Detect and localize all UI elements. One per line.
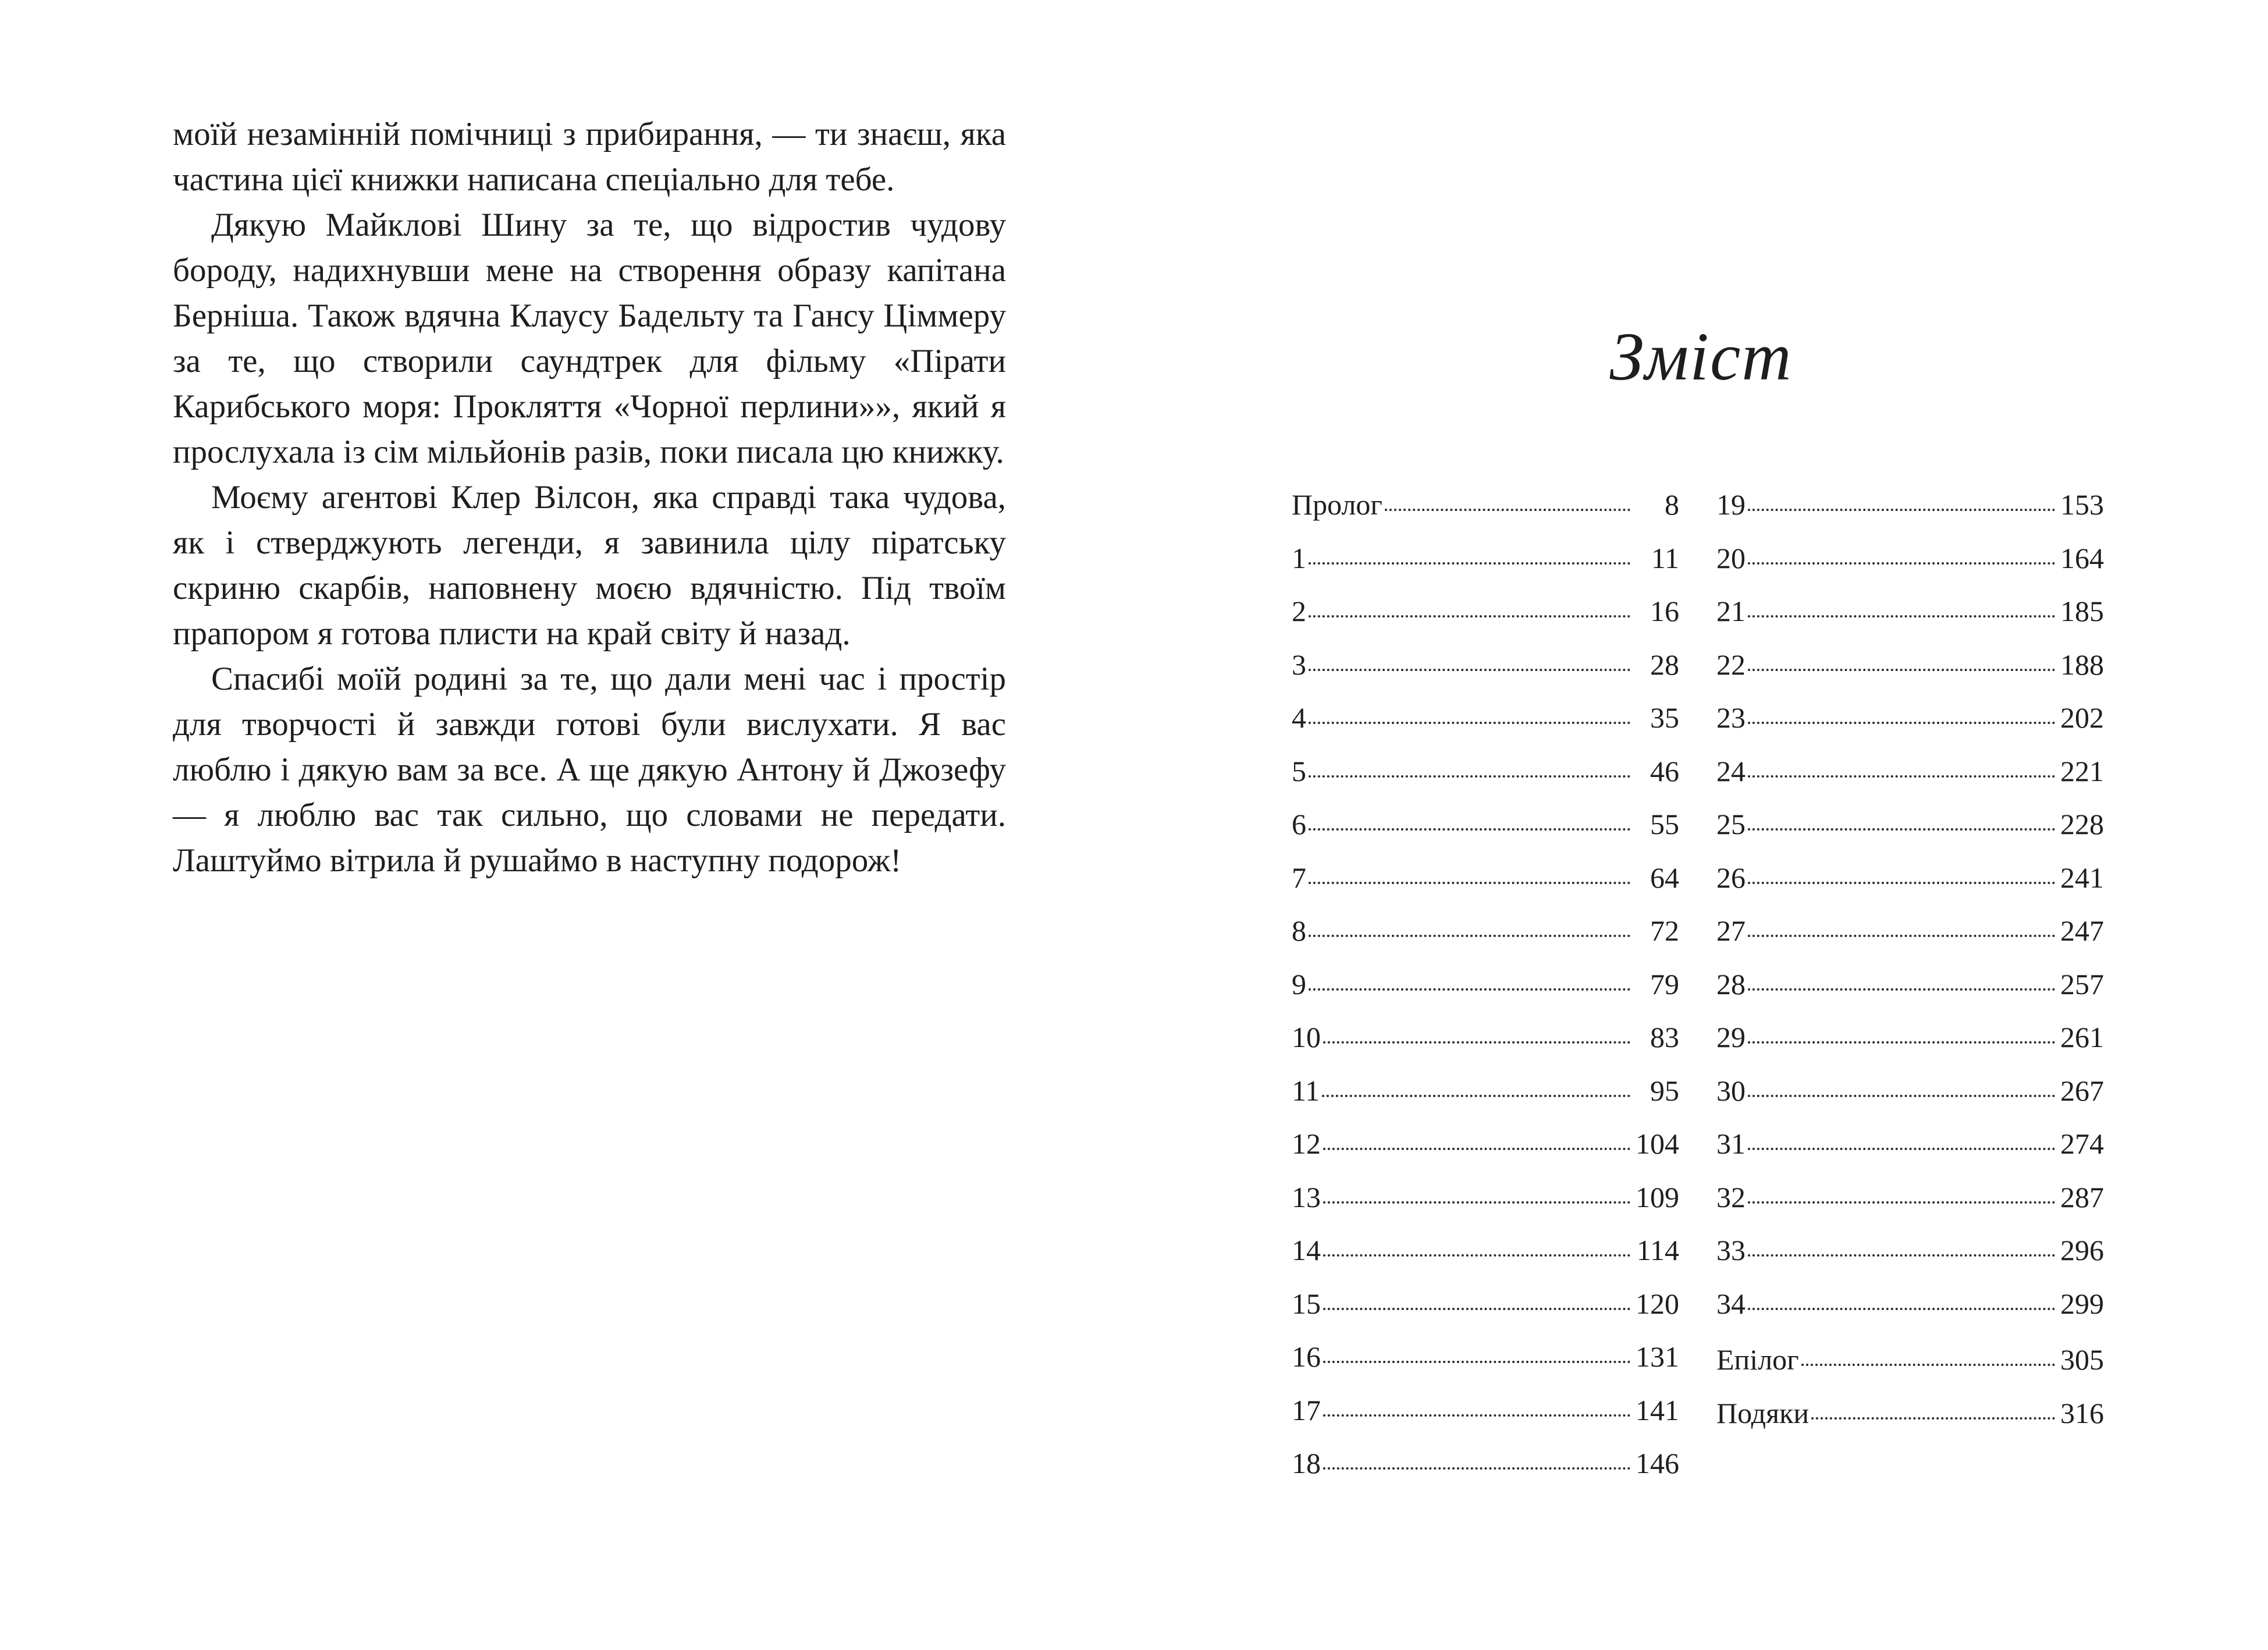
toc-entry-page-number: 185 bbox=[2060, 595, 2104, 627]
toc-entry-page-number: 109 bbox=[1636, 1180, 1679, 1213]
toc-entry-page-number: 79 bbox=[1650, 967, 1679, 1000]
toc-entry-page-number: 228 bbox=[2060, 808, 2104, 840]
toc-entry-label: 27 bbox=[1716, 914, 1746, 947]
dot-leader bbox=[1323, 1254, 1630, 1257]
toc-entry-page-number: 104 bbox=[1636, 1127, 1679, 1160]
dot-leader bbox=[1748, 1095, 2055, 1097]
dot-leader bbox=[1748, 935, 2055, 937]
dot-leader bbox=[1309, 775, 1630, 778]
toc-entry-page-number: 83 bbox=[1650, 1021, 1679, 1053]
toc-entry-label: 33 bbox=[1716, 1234, 1746, 1266]
toc-entry-label: 17 bbox=[1292, 1393, 1321, 1427]
toc-entry-label: 18 bbox=[1292, 1447, 1321, 1479]
toc-entry[interactable] bbox=[1716, 1333, 2104, 1387]
toc-entry[interactable] bbox=[1292, 478, 1679, 532]
toc-entry-page-number: 131 bbox=[1636, 1340, 1679, 1373]
toc-entry[interactable] bbox=[1716, 1224, 2104, 1278]
dot-leader bbox=[1309, 828, 1630, 831]
toc-entry[interactable] bbox=[1716, 851, 2104, 905]
toc-entry-page-number: 146 bbox=[1636, 1447, 1679, 1479]
toc-entry[interactable] bbox=[1716, 691, 2104, 745]
toc-entry-page-number: 11 bbox=[1651, 541, 1679, 574]
toc-entry-page-number: 64 bbox=[1650, 861, 1679, 894]
toc-entry-page-number: 305 bbox=[2060, 1343, 2104, 1376]
dot-leader bbox=[1309, 882, 1630, 884]
dot-leader bbox=[1748, 882, 2055, 884]
toc-entry-page-number: 164 bbox=[2060, 541, 2104, 574]
toc-title: Зміст bbox=[1609, 318, 1793, 395]
dot-leader bbox=[1385, 509, 1630, 511]
toc-entry-page-number: 274 bbox=[2060, 1127, 2104, 1160]
right-page bbox=[1134, 0, 2268, 1650]
dot-leader bbox=[1309, 669, 1630, 671]
toc-entry-page-number: 153 bbox=[2060, 488, 2104, 521]
toc-entry[interactable] bbox=[1716, 478, 2104, 532]
paragraph: Моєму агентові Клер Вілсон, яка справді така чудова, як і стверджують легенди, я завинила цілу піратську скриню скарбів, наповнену моєю вдячністю. Під твоїм прапором я готова плисти на край світу й назад. bbox=[173, 479, 1006, 652]
toc-entry-label: 1 bbox=[1292, 541, 1306, 574]
toc-entry[interactable] bbox=[1292, 958, 1679, 1012]
toc-entry-label: 3 bbox=[1292, 648, 1306, 681]
toc-entry-label: 11 bbox=[1292, 1074, 1320, 1107]
dot-leader bbox=[1323, 1361, 1630, 1363]
toc-entry[interactable] bbox=[1292, 532, 1679, 586]
toc-entry-label: 4 bbox=[1292, 701, 1306, 734]
toc-entry-label: 5 bbox=[1292, 754, 1306, 787]
dot-leader bbox=[1748, 828, 2055, 831]
dot-leader bbox=[1323, 1308, 1630, 1310]
toc-entry[interactable] bbox=[1292, 1064, 1679, 1118]
toc-entry-page-number: 55 bbox=[1650, 808, 1679, 840]
toc-entry-label: 30 bbox=[1716, 1074, 1746, 1107]
toc-entry[interactable] bbox=[1716, 532, 2104, 586]
toc-entry-page-number: 46 bbox=[1650, 754, 1679, 787]
toc-entry[interactable] bbox=[1292, 1117, 1679, 1171]
toc-entry[interactable] bbox=[1292, 1437, 1679, 1491]
toc-entry-label: 22 bbox=[1716, 648, 1746, 681]
dot-leader bbox=[1748, 615, 2055, 618]
toc-entry-label: 8 bbox=[1292, 914, 1306, 947]
dot-leader bbox=[1748, 1254, 2055, 1257]
toc-entry[interactable] bbox=[1292, 1384, 1679, 1438]
dot-leader bbox=[1801, 1364, 2055, 1366]
toc-entry-page-number: 267 bbox=[2060, 1074, 2104, 1107]
toc-entry[interactable] bbox=[1716, 638, 2104, 692]
toc-entry-page-number: 95 bbox=[1650, 1074, 1679, 1107]
dot-leader bbox=[1748, 1201, 2055, 1204]
toc-entry[interactable] bbox=[1292, 1011, 1679, 1064]
toc-entry-label: 15 bbox=[1292, 1287, 1321, 1320]
toc-entry[interactable] bbox=[1292, 851, 1679, 905]
toc-entry-page-number: 202 bbox=[2060, 701, 2104, 734]
dot-leader bbox=[1309, 615, 1630, 618]
toc-entry-label: 13 bbox=[1292, 1180, 1321, 1213]
dot-leader bbox=[1309, 722, 1630, 724]
toc-entry-label: 29 bbox=[1716, 1021, 1746, 1053]
paragraph: моїй незамінній помічниці з прибирання, — ти знаєш, яка частина цієї книжки написана спеціально для тебе. bbox=[173, 116, 1006, 198]
toc-entry[interactable] bbox=[1716, 585, 2104, 638]
toc-entry[interactable] bbox=[1716, 1278, 2104, 1331]
toc-entry-label: 6 bbox=[1292, 808, 1306, 840]
toc-entry-label: 26 bbox=[1716, 861, 1746, 894]
toc-entry[interactable] bbox=[1716, 1117, 2104, 1171]
toc-entry-label: 14 bbox=[1292, 1234, 1321, 1266]
toc-entry[interactable] bbox=[1292, 1224, 1679, 1278]
dot-leader bbox=[1322, 1095, 1630, 1097]
toc-entry-page-number: 247 bbox=[2060, 914, 2104, 947]
acknowledgements-text bbox=[173, 112, 1006, 883]
dot-leader bbox=[1811, 1417, 2055, 1420]
toc-entry[interactable] bbox=[1292, 638, 1679, 692]
toc-entry[interactable] bbox=[1292, 585, 1679, 638]
dot-leader bbox=[1748, 988, 2055, 991]
toc-entry-page-number: 114 bbox=[1636, 1234, 1679, 1266]
dot-leader bbox=[1748, 1308, 2055, 1310]
dot-leader bbox=[1323, 1148, 1630, 1150]
toc-entry-label: 7 bbox=[1292, 861, 1306, 894]
toc-entry-label: 2 bbox=[1292, 595, 1306, 627]
toc-entry-label: 31 bbox=[1716, 1127, 1746, 1160]
paragraph: Дякую Майклові Шину за те, що відростив чудову бороду, надихнувши мене на створення образу капітана Берніша. Також вдячна Клаусу Бадельту та Гансу Ціммеру за те, що створили саундтрек для фільму «Пірати Карибського моря: Прокляття «Чорної перлини»», який я прослухала із сім мільйонів разів, поки писала цю книжку. bbox=[173, 207, 1006, 470]
dot-leader bbox=[1748, 1148, 2055, 1150]
toc-entry-label: 19 bbox=[1716, 488, 1746, 521]
toc-entry-label: 25 bbox=[1716, 808, 1746, 840]
dot-leader bbox=[1748, 509, 2055, 511]
toc-entry-page-number: 141 bbox=[1636, 1393, 1679, 1427]
toc-entry-page-number: 299 bbox=[2060, 1287, 2104, 1320]
toc-entry-label: 10 bbox=[1292, 1021, 1321, 1053]
toc-entry[interactable] bbox=[1292, 1330, 1679, 1384]
dot-leader bbox=[1748, 669, 2055, 671]
dot-leader bbox=[1323, 1041, 1630, 1044]
dot-leader bbox=[1323, 1467, 1630, 1470]
toc-entry[interactable] bbox=[1292, 1171, 1679, 1225]
toc-entry[interactable] bbox=[1292, 691, 1679, 745]
toc-entry[interactable] bbox=[1716, 1064, 2104, 1118]
toc-entry-page-number: 257 bbox=[2060, 967, 2104, 1000]
toc-entry-label: 34 bbox=[1716, 1287, 1746, 1320]
toc-entry[interactable] bbox=[1292, 904, 1679, 958]
toc-entry-label: Епілог bbox=[1716, 1343, 1799, 1376]
toc-entry[interactable] bbox=[1716, 904, 2104, 958]
toc-entry[interactable] bbox=[1716, 1171, 2104, 1225]
toc-entry-page-number: 28 bbox=[1650, 648, 1679, 681]
toc-column-1 bbox=[1292, 478, 1679, 1491]
toc-entry-page-number: 120 bbox=[1636, 1287, 1679, 1320]
toc-entry-page-number: 188 bbox=[2060, 648, 2104, 681]
toc-entry-page-number: 8 bbox=[1665, 488, 1679, 521]
toc-entry-page-number: 261 bbox=[2060, 1021, 2104, 1053]
toc-entry-page-number: 72 bbox=[1650, 914, 1679, 947]
toc-entry-label: 16 bbox=[1292, 1340, 1321, 1373]
toc-entry-page-number: 287 bbox=[2060, 1180, 2104, 1213]
toc-entry-page-number: 16 bbox=[1650, 595, 1679, 627]
toc-entry-label: 9 bbox=[1292, 967, 1306, 1000]
toc-entry[interactable] bbox=[1716, 1011, 2104, 1064]
toc-entry[interactable] bbox=[1716, 798, 2104, 851]
toc-entry-page-number: 316 bbox=[2060, 1396, 2104, 1429]
toc-entry-label: Пролог bbox=[1292, 488, 1382, 521]
toc-entry-label: 23 bbox=[1716, 701, 1746, 734]
toc-entry-label: 20 bbox=[1716, 541, 1746, 574]
toc-entry-label: 24 bbox=[1716, 754, 1746, 787]
toc-entry[interactable] bbox=[1716, 958, 2104, 1012]
toc-entry[interactable] bbox=[1716, 1387, 2104, 1440]
dot-leader bbox=[1748, 1041, 2055, 1044]
dot-leader bbox=[1748, 562, 2055, 565]
toc-entry-label: 28 bbox=[1716, 967, 1746, 1000]
dot-leader bbox=[1323, 1201, 1630, 1204]
dot-leader bbox=[1323, 1414, 1630, 1417]
toc-entry[interactable] bbox=[1716, 745, 2104, 799]
paragraph: Спасибі моїй родині за те, що дали мені час і простір для творчості й завжди готові були вислухати. Я вас люблю і дякую вам за все. А ще дякую Антону й Джозефу — я люблю вас так сильно, що словами не передати. Лаштуймо вітрила й рушаймо в наступну подорож! bbox=[173, 661, 1006, 879]
toc-column-2 bbox=[1716, 478, 2104, 1440]
toc-entry-page-number: 241 bbox=[2060, 861, 2104, 894]
dot-leader bbox=[1309, 935, 1630, 937]
dot-leader bbox=[1748, 722, 2055, 724]
dot-leader bbox=[1309, 562, 1630, 565]
dot-leader bbox=[1309, 988, 1630, 991]
toc-entry-page-number: 296 bbox=[2060, 1234, 2104, 1266]
toc-entry-label: 32 bbox=[1716, 1180, 1746, 1213]
toc-entry[interactable] bbox=[1292, 745, 1679, 799]
toc-entry-label: 12 bbox=[1292, 1127, 1321, 1160]
toc-entry[interactable] bbox=[1292, 798, 1679, 851]
toc-entry-page-number: 221 bbox=[2060, 754, 2104, 787]
toc-entry-page-number: 35 bbox=[1650, 701, 1679, 734]
toc-entry-label: 21 bbox=[1716, 595, 1746, 627]
toc-entry-label: Подяки bbox=[1716, 1396, 1810, 1429]
dot-leader bbox=[1748, 775, 2055, 778]
toc-entry[interactable] bbox=[1292, 1278, 1679, 1331]
